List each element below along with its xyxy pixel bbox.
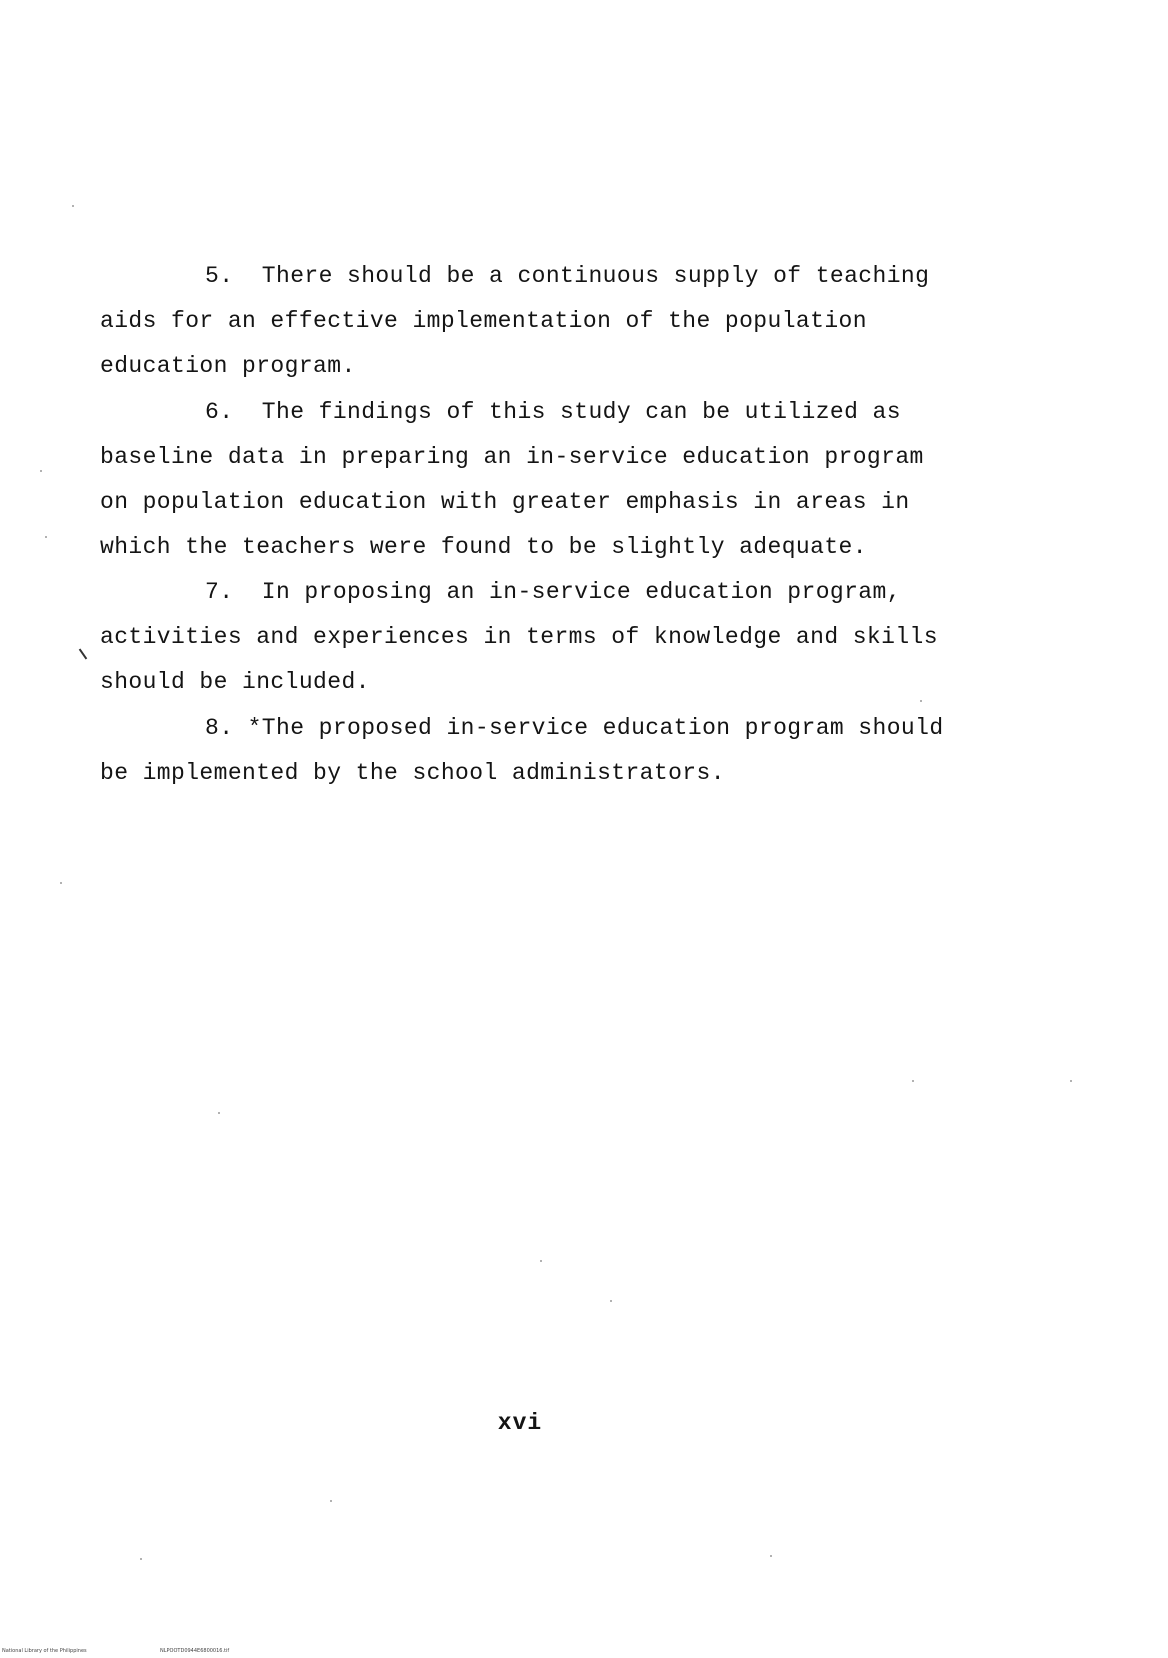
paragraph-7-line-1: 7. In proposing an in-service education program, (205, 579, 901, 605)
scan-speck (912, 1080, 914, 1082)
paragraph-7-line-2: activities and experiences in terms of knowledge and skills (100, 624, 938, 650)
paragraph-8-line-2: be implemented by the school administrators. (100, 760, 725, 786)
scan-speck (920, 700, 922, 702)
paragraph-5-line-2: aids for an effective implementation of the population (100, 308, 867, 334)
scan-speck (610, 1300, 612, 1302)
paragraph-6-line-2: baseline data in preparing an in-service education program (100, 444, 924, 470)
scan-speck (770, 1555, 772, 1557)
paragraph-7-line-3: should be included. (100, 669, 370, 695)
page-number: xvi (497, 1410, 543, 1436)
paragraph-6-line-4: which the teachers were found to be slightly adequate. (100, 534, 867, 560)
scan-speck (72, 205, 74, 207)
scan-speck (45, 536, 47, 538)
scan-speck (330, 1500, 332, 1502)
footer-library-label: National Library of the Philippines (2, 1648, 87, 1654)
paragraph-8-line-1: 8. *The proposed in-service education program should (205, 715, 944, 741)
scan-speck (540, 1260, 542, 1262)
scan-speck (60, 882, 62, 884)
stray-mark (79, 649, 88, 660)
scan-speck (1070, 1080, 1072, 1082)
paragraph-5-line-1: 5. There should be a continuous supply of teaching (205, 263, 930, 289)
paragraph-6-line-1: 6. The findings of this study can be utilized as (205, 399, 901, 425)
scan-speck (218, 1112, 220, 1114)
scan-speck (40, 470, 42, 472)
paragraph-5-line-3: education program. (100, 353, 356, 379)
footer-file-id: NLPOOTD0944E6800016.tif (160, 1648, 230, 1654)
paragraph-6-line-3: on population education with greater emphasis in areas in (100, 489, 910, 515)
scan-speck (140, 1558, 142, 1560)
